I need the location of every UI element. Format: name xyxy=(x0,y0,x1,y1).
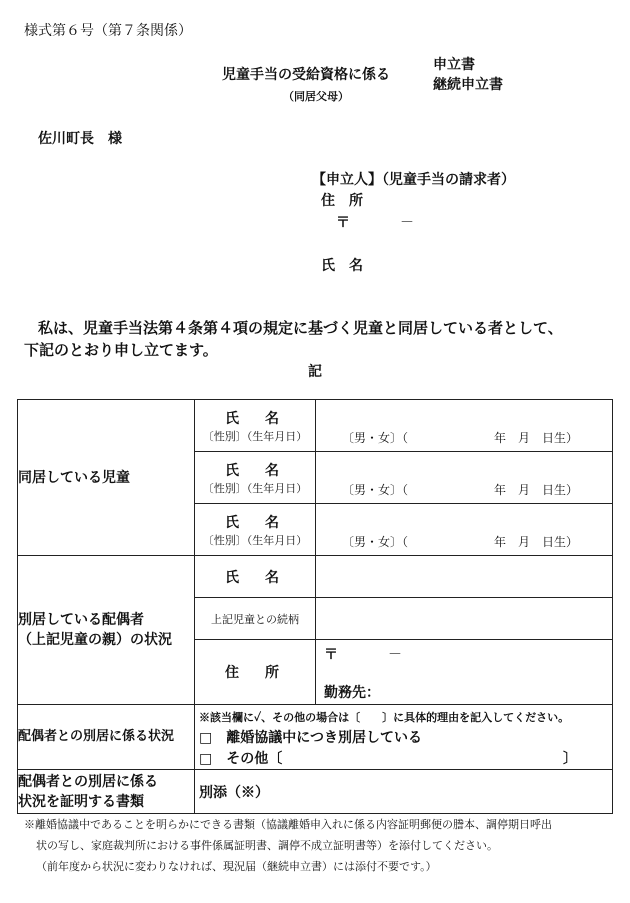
applicant-name-label: 氏 名 xyxy=(321,258,363,274)
relation-value[interactable] xyxy=(316,598,613,640)
child-name-label: 氏 名 xyxy=(225,462,285,479)
child-name-label-cell xyxy=(195,504,316,556)
form-number: 様式第６号（第７条関係） xyxy=(24,23,192,39)
title-option-continuation: 継続申立書 xyxy=(433,77,503,93)
ki-mark: 記 xyxy=(308,364,322,380)
applicant-address-label: 住 所 xyxy=(321,193,363,209)
child-birthdate: 年 月 日生） xyxy=(494,535,579,549)
spouse-address-label: 住 所 xyxy=(195,640,316,705)
child-sub-label: 〔性別〕（生年月日） xyxy=(202,533,308,547)
child-name-label-cell xyxy=(195,400,316,452)
spouse-postal-mark: 〒 xyxy=(324,647,338,663)
separation-row xyxy=(18,705,613,770)
child-name-label-cell xyxy=(195,452,316,504)
spouse-name-row xyxy=(18,556,613,598)
declaration-line-1: 私は、児童手当法第４条第４項の規定に基づく児童と同居している者として、 xyxy=(38,319,563,337)
addressee: 佐川町長 様 xyxy=(38,131,122,147)
child-sub-label: 〔性別〕（生年月日） xyxy=(202,429,308,443)
spouse-workplace-label: 勤務先： xyxy=(324,685,380,701)
option-other[interactable]: □ その他〔 xyxy=(199,751,283,767)
child-gender: 〔男・女〕（ xyxy=(342,483,409,497)
documents-label-line-1: 配偶者との別居に係る xyxy=(18,773,158,790)
child-value-cell[interactable] xyxy=(316,452,613,504)
spouse-label-line-1: 別居している配偶者 xyxy=(18,612,144,628)
child-name-label: 氏 名 xyxy=(225,514,285,531)
spouse-name-value[interactable] xyxy=(316,556,613,598)
form-title: 児童手当の受給資格に係る xyxy=(222,67,390,83)
child-gender: 〔男・女〕（ xyxy=(342,431,409,445)
child-value-cell[interactable] xyxy=(316,400,613,452)
option-other-close: 〕 xyxy=(563,751,577,767)
applicant-heading: 【申立人】（児童手当の請求者） xyxy=(312,172,515,188)
form-subtitle: （同居父母） xyxy=(283,90,349,103)
child-row xyxy=(18,400,613,452)
applicant-postal-mark: 〒 xyxy=(336,215,350,231)
documents-label-cell xyxy=(18,770,195,814)
child-value-cell[interactable] xyxy=(316,504,613,556)
separation-label: 配偶者との別居に係る状況 xyxy=(18,705,195,770)
documents-value: 別添（※） xyxy=(195,770,613,814)
child-sub-label: 〔性別〕（生年月日） xyxy=(202,481,308,495)
spouse-address-value[interactable] xyxy=(316,640,613,705)
spouse-postal-dash: － xyxy=(388,647,402,663)
applicant-postal-dash: － xyxy=(400,215,414,231)
footnote-line-1: ※離婚協議中であることを明らかにできる書類（協議離婚申入れに係る内容証明郵便の謄本、調停期日呼出 xyxy=(24,818,552,831)
details-table xyxy=(17,399,613,814)
declaration-line-2: 下記のとおり申し立てます。 xyxy=(24,341,218,359)
child-gender: 〔男・女〕（ xyxy=(342,535,409,549)
separation-note: ※該当欄に✓、その他の場合は〔 〕に具体的理由を記入してください。 xyxy=(199,711,570,724)
spouse-name-label: 氏 名 xyxy=(195,556,316,598)
separation-value xyxy=(195,705,613,770)
footnote-line-3: （前年度から状況に変わりなければ、現況届（継続申立書）には添付不要です。） xyxy=(36,860,437,873)
footnote-line-2: 状の写し、家庭裁判所における事件係属証明書、調停不成立証明書等）を添付してください。 xyxy=(36,839,498,852)
spouse-label-line-2: （上記児童の親）の状況 xyxy=(18,632,172,648)
children-label: 同居している児童 xyxy=(18,400,195,556)
option-divorce-negotiation[interactable]: □ 離婚協議中につき別居している xyxy=(199,730,422,746)
child-birthdate: 年 月 日生） xyxy=(494,431,579,445)
child-birthdate: 年 月 日生） xyxy=(494,483,579,497)
documents-label-line-2: 状況を証明する書類 xyxy=(18,793,144,810)
child-name-label: 氏 名 xyxy=(225,410,285,427)
documents-row xyxy=(18,770,613,814)
relation-label: 上記児童との続柄 xyxy=(195,598,316,640)
spouse-label-cell xyxy=(18,556,195,705)
title-option-application: 申立書 xyxy=(433,57,475,73)
